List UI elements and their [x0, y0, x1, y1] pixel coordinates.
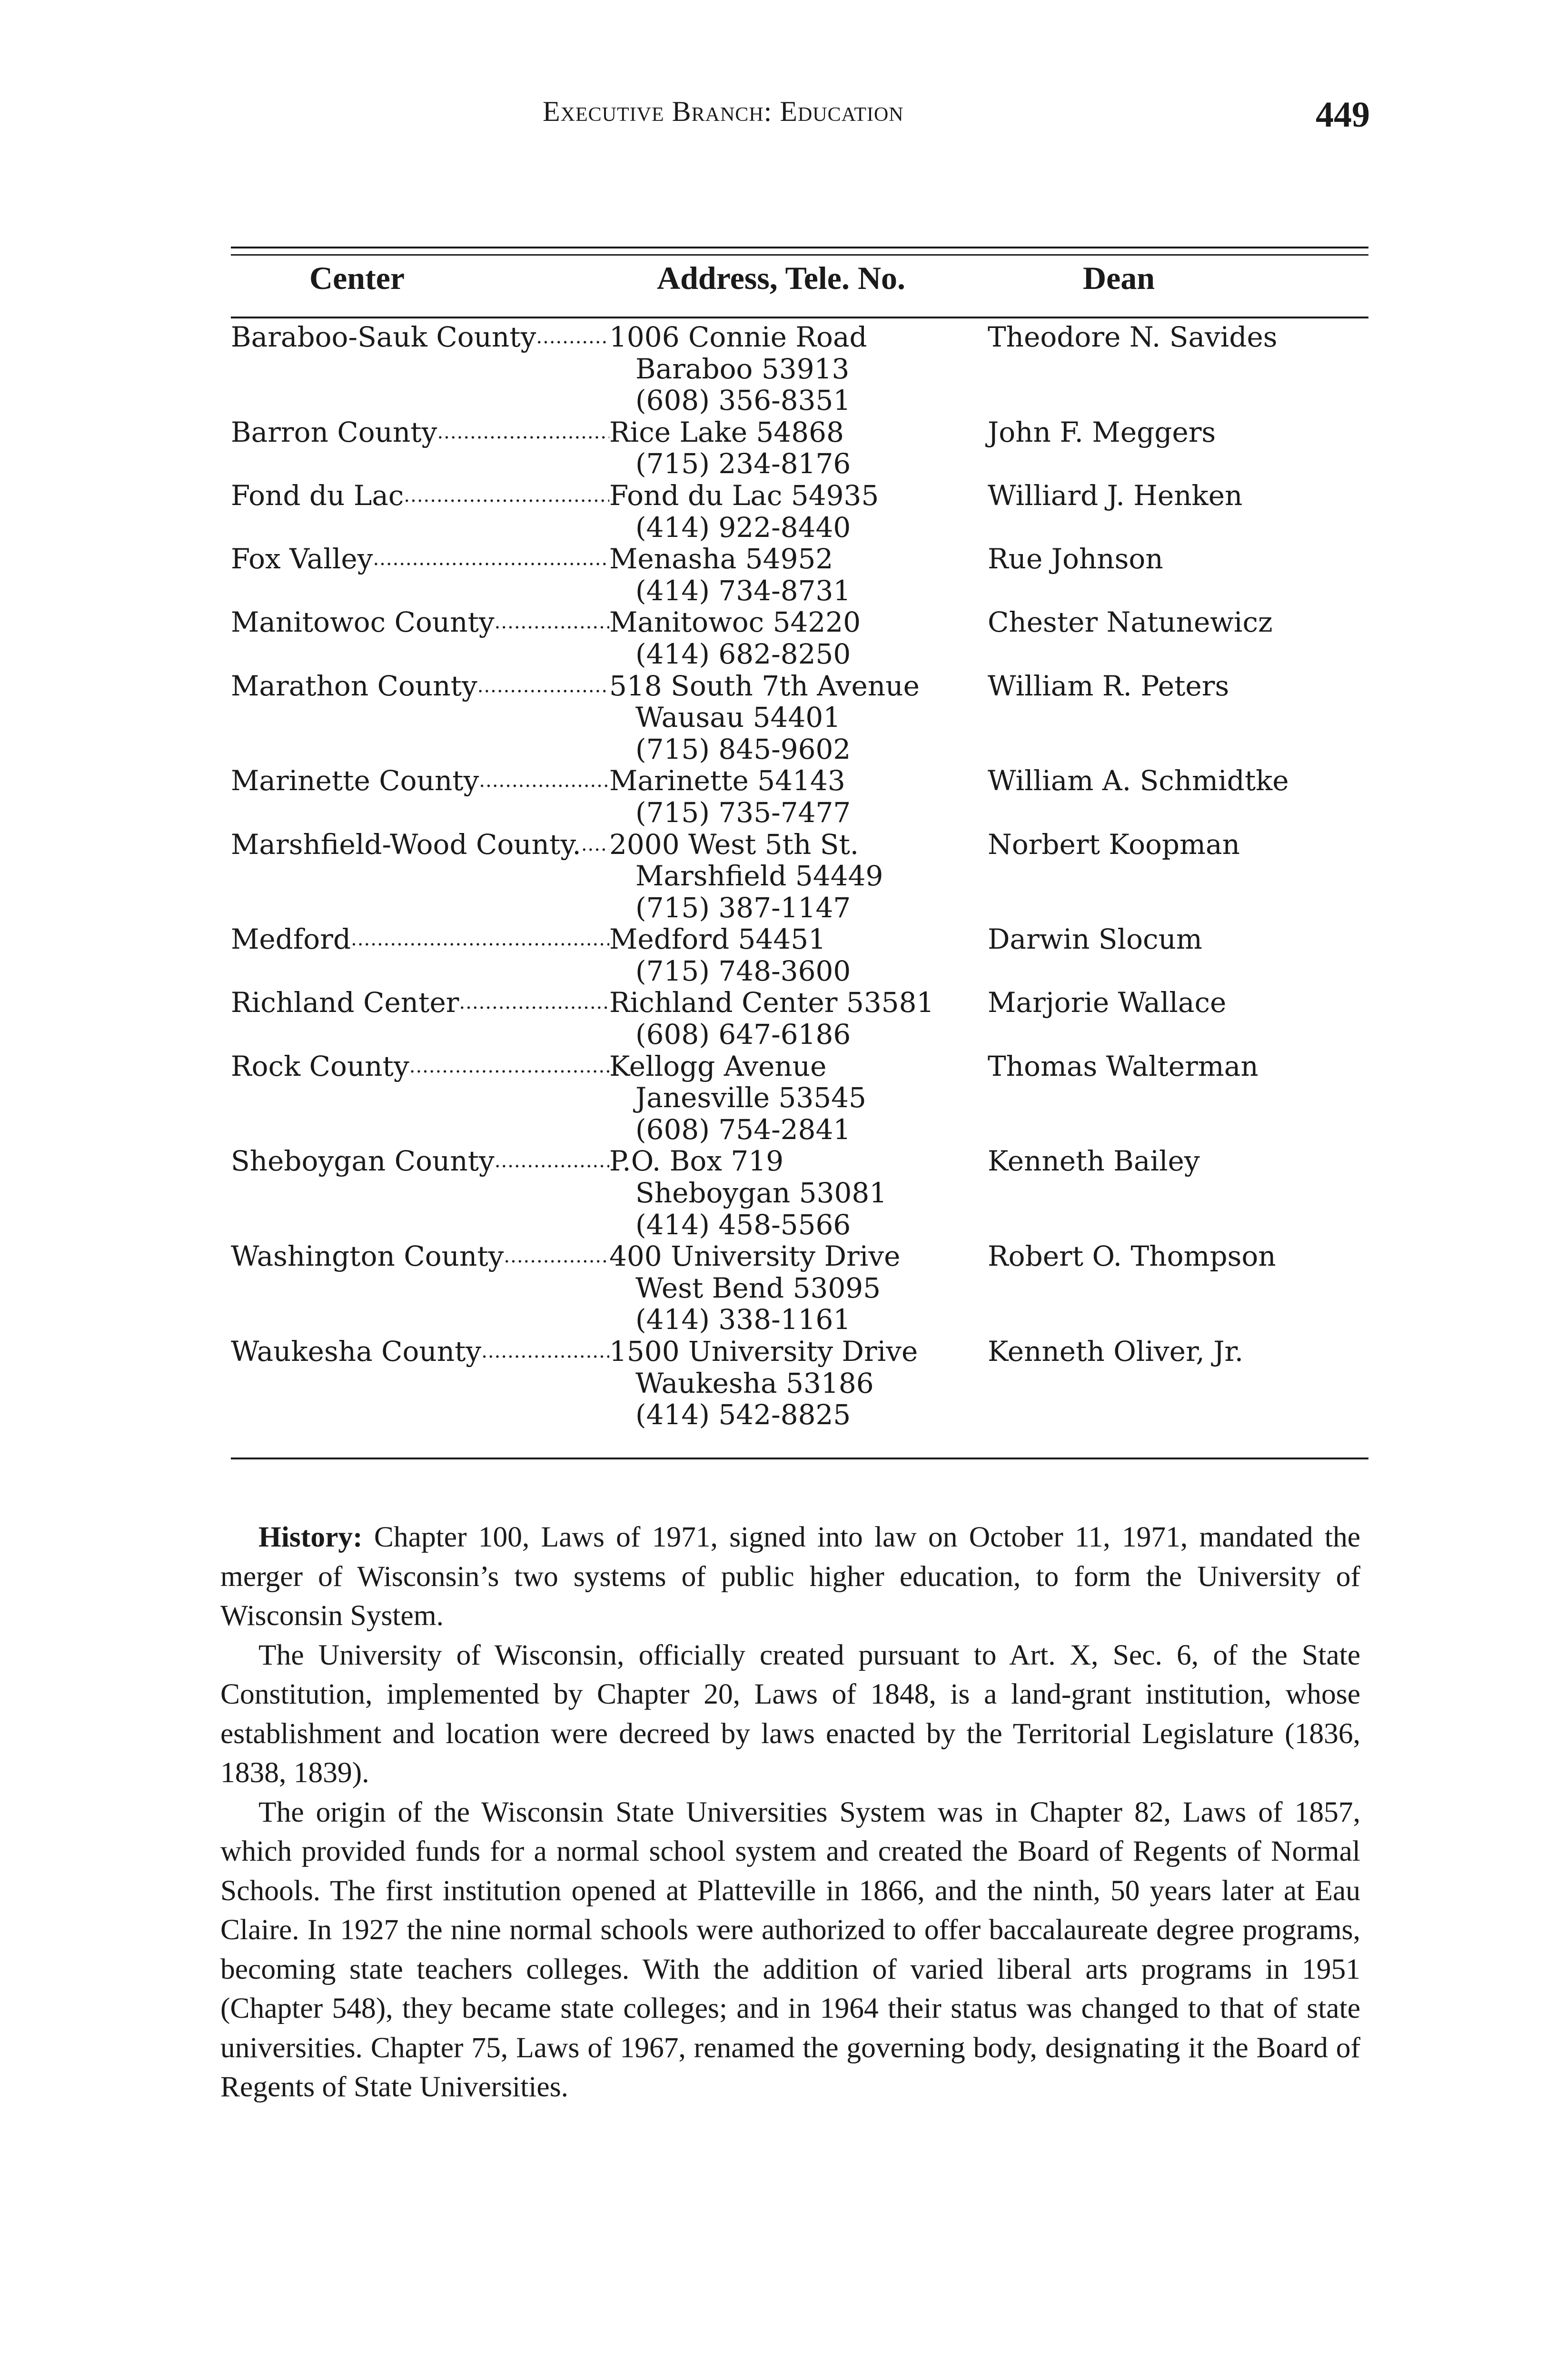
table-header-rule [231, 317, 1368, 318]
dot-leader [404, 480, 609, 512]
address-line: 400 University Drive [609, 1240, 901, 1273]
dean-cell: Rue Johnson [988, 543, 1163, 575]
address-line: 2000 West 5th St. [609, 828, 859, 861]
table-row [231, 321, 1368, 416]
address-line: (715) 234-8176 [635, 447, 851, 480]
address-cell [609, 829, 981, 924]
address-line: (715) 748-3600 [635, 954, 851, 987]
center-name: Fond du Lac [231, 479, 404, 512]
center-cell [231, 1051, 609, 1082]
address-cell [609, 321, 981, 416]
dot-leader [495, 606, 609, 638]
center-name: Rock County [231, 1050, 409, 1082]
address-cell [609, 987, 981, 1050]
table-row [231, 670, 1368, 765]
page-number: 449 [1316, 95, 1370, 135]
history-paragraph: The origin of the Wisconsin State Universities System was in Chapter 82, Laws of 1857, which provided funds for a normal school system and created the Board of Regents of Normal Schools. The first institution opened at Platteville in 1866, and the ninth, 50 years later at Eau Claire. In 1927 the nine normal schools were authorized to offer baccalaureate degree programs, becoming state teachers colleges. With the addition of varied liberal arts programs in 1951 (Chapter 548), they became state colleges; and in 1964 their status was changed to that of state universities. Chapter 75, Laws of 1967, renamed the governing body, designating it the Board of Regents of State Universities. [220, 1795, 1360, 2103]
dot-leader [495, 1145, 609, 1177]
address-cell [609, 1051, 981, 1146]
address-line: 518 South 7th Avenue [609, 669, 920, 702]
table-top-rule [231, 247, 1368, 248]
center-name: Medford [231, 923, 351, 955]
table-row [231, 416, 1368, 480]
center-name: Waukesha County [231, 1336, 482, 1368]
address-line: Wausau 54401 [635, 701, 841, 734]
address-line: Marshfield 54449 [635, 860, 883, 892]
address-line: (608) 754-2841 [635, 1113, 851, 1146]
dot-leader [373, 543, 609, 575]
address-line: Sheboygan 53081 [635, 1177, 887, 1210]
table-row [231, 1240, 1368, 1336]
address-cell [609, 765, 981, 828]
table-row [231, 1051, 1368, 1146]
address-line: Fond du Lac 54935 [609, 479, 879, 512]
table-row [231, 606, 1368, 670]
dot-leader [437, 416, 609, 448]
address-cell [609, 923, 981, 987]
table-row [231, 923, 1368, 987]
center-cell [231, 1145, 609, 1177]
dot-leader [409, 1051, 609, 1082]
center-name: Washington County [231, 1240, 504, 1272]
table-row [231, 543, 1368, 606]
dot-leader [477, 670, 609, 702]
address-line: Waukesha 53186 [635, 1367, 874, 1399]
address-line: (414) 338-1161 [635, 1303, 851, 1336]
center-name: Manitowoc County [231, 606, 495, 638]
address-cell [609, 480, 981, 543]
dean-cell: Kenneth Oliver, Jr. [988, 1335, 1244, 1368]
center-name: Sheboygan County [231, 1145, 495, 1178]
dot-leader [351, 923, 609, 955]
address-line: (414) 458-5566 [635, 1208, 851, 1241]
center-name: Marshfield-Wood County. [231, 828, 581, 861]
history-paragraph [220, 1517, 1360, 1636]
center-cell [231, 829, 609, 861]
address-line: Baraboo 53913 [635, 352, 850, 385]
center-cell [231, 416, 609, 448]
table-row [231, 987, 1368, 1050]
address-line: 1500 University Drive [609, 1335, 918, 1368]
address-line: (414) 542-8825 [635, 1398, 851, 1431]
address-line: Menasha 54952 [609, 543, 833, 575]
address-line: (414) 922-8440 [635, 511, 851, 544]
dot-leader [581, 829, 609, 861]
address-line: P.O. Box 719 [609, 1145, 784, 1178]
dean-cell: Theodore N. Savides [988, 321, 1278, 353]
address-cell [609, 606, 981, 670]
running-head: Executive Branch: Education [543, 96, 904, 127]
center-cell [231, 606, 609, 638]
address-line: (715) 735-7477 [635, 796, 851, 829]
dean-cell: Robert O. Thompson [988, 1240, 1276, 1273]
center-cell [231, 765, 609, 797]
center-cell [231, 1336, 609, 1368]
address-line: Kellogg Avenue [609, 1050, 827, 1082]
column-header-address: Address, Tele. No. [657, 260, 906, 296]
address-cell [609, 543, 981, 606]
table-bottom-rule [231, 1458, 1368, 1459]
column-header-center: Center [309, 260, 405, 296]
address-line: Manitowoc 54220 [609, 606, 861, 639]
center-cell [231, 923, 609, 955]
address-line: (414) 682-8250 [635, 637, 851, 670]
centers-table-body [231, 321, 1368, 1431]
center-cell [231, 1240, 609, 1272]
history-label: History: [258, 1521, 363, 1553]
address-line: (608) 356-8351 [635, 384, 851, 417]
column-header-dean: Dean [1083, 260, 1155, 296]
center-cell [231, 480, 609, 512]
address-line: (715) 387-1147 [635, 891, 851, 924]
address-line: (414) 734-8731 [635, 574, 851, 607]
center-name: Marinette County [231, 765, 479, 797]
dean-cell: Darwin Slocum [988, 923, 1202, 956]
address-line: Rice Lake 54868 [609, 416, 844, 448]
address-line: Janesville 53545 [635, 1081, 866, 1114]
address-line: Richland Center 53581 [609, 986, 934, 1019]
address-line: Medford 54451 [609, 923, 826, 956]
table-top-rule-inner [231, 254, 1368, 256]
center-cell [231, 543, 609, 575]
address-cell [609, 416, 981, 480]
table-row [231, 765, 1368, 828]
table-row [231, 1336, 1368, 1431]
dot-leader [536, 321, 609, 353]
dean-cell: William A. Schmidtke [988, 764, 1289, 797]
center-cell [231, 987, 609, 1019]
center-name: Baraboo-Sauk County [231, 321, 536, 353]
dean-cell: Williard J. Henken [988, 479, 1243, 512]
dean-cell: John F. Meggers [988, 416, 1216, 448]
dean-cell: Kenneth Bailey [988, 1145, 1200, 1178]
history-paragraph-text: Chapter 100, Laws of 1971, signed into law on October 11, 1971, mandated the merger of Wisconsin’s two systems of public higher education, to form the University of Wisconsin System. [220, 1521, 1360, 1632]
center-name: Marathon County [231, 670, 477, 702]
center-name: Fox Valley [231, 543, 373, 575]
dean-cell: Thomas Walterman [988, 1050, 1259, 1082]
address-line: (715) 845-9602 [635, 733, 851, 765]
address-line: West Bend 53095 [635, 1271, 881, 1304]
center-cell [231, 670, 609, 702]
dean-cell: William R. Peters [988, 669, 1229, 702]
center-name: Richland Center [231, 987, 459, 1019]
table-row [231, 1145, 1368, 1240]
dot-leader [459, 987, 609, 1019]
address-cell [609, 1336, 981, 1431]
dot-leader [481, 1336, 609, 1368]
address-line: Marinette 54143 [609, 764, 845, 797]
history-section [220, 1517, 1360, 2107]
address-cell [609, 1240, 981, 1336]
dean-cell: Marjorie Wallace [988, 986, 1227, 1019]
dot-leader [504, 1240, 609, 1272]
center-name: Barron County [231, 416, 437, 448]
address-cell [609, 1145, 981, 1240]
center-cell [231, 321, 609, 353]
address-cell [609, 670, 981, 765]
dean-cell: Chester Natunewicz [988, 606, 1273, 639]
table-row [231, 480, 1368, 543]
address-line: (608) 647-6186 [635, 1018, 851, 1051]
dot-leader [479, 765, 609, 797]
dean-cell: Norbert Koopman [988, 828, 1240, 861]
table-row [231, 829, 1368, 924]
history-paragraph: The University of Wisconsin, officially created pursuant to Art. X, Sec. 6, of the State Constitution, implemented by Chapter 20, Laws of 1848, is a land-grant institution, whose establishment and location were decreed by laws enacted by the Territorial Legislature (1836, 1838, 1839). [220, 1638, 1360, 1789]
address-line: 1006 Connie Road [609, 321, 867, 353]
